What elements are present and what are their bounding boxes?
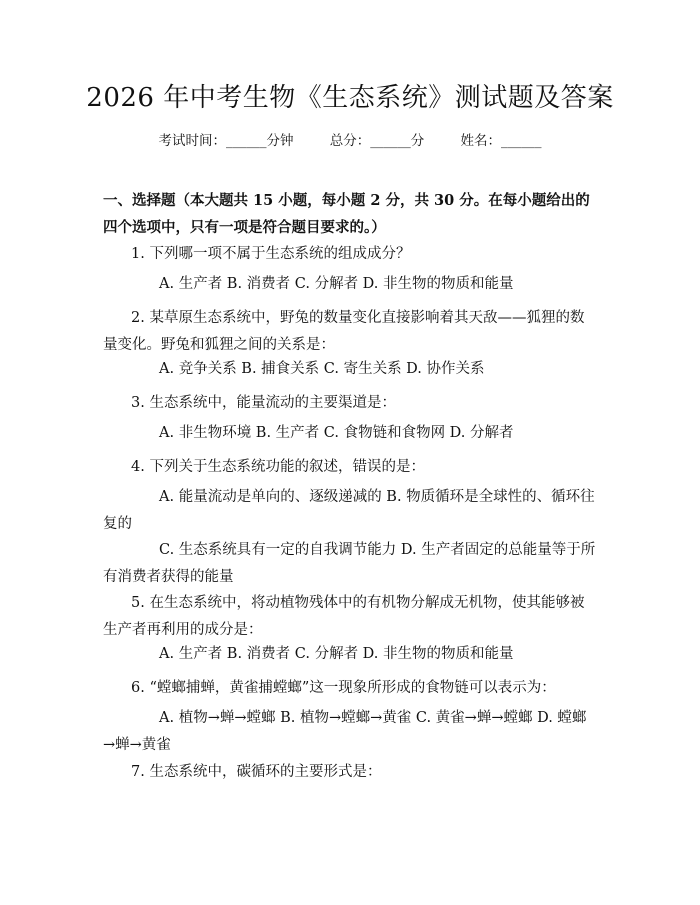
question-5-stem: 5. 在生态系统中，将动植物残体中的有机物分解成无机物，使其能够被生产者再利用的成分是：	[103, 595, 585, 638]
question-6-stem: 6. “螳螂捕蝉，黄雀捕螳螂”这一现象所形成的食物链可以表示为：	[131, 680, 556, 696]
question-7-stem: 7. 生态系统中，碳循环的主要形式是：	[131, 764, 382, 780]
question-1-stem: 1. 下列哪一项不属于生态系统的组成成分？	[131, 246, 411, 262]
question-2-options: A. 竞争关系 B. 捕食关系 C. 寄生关系 D. 协作关系	[159, 361, 485, 377]
exam-time-field: 考试时间：______分钟	[158, 133, 294, 149]
student-name-field: 姓名：______	[460, 133, 542, 149]
question-3-options: A. 非生物环境 B. 生产者 C. 食物链和食物网 D. 分解者	[159, 425, 514, 441]
total-score-field: 总分：______分	[329, 133, 425, 149]
question-1-options: A. 生产者 B. 消费者 C. 分解者 D. 非生物的物质和能量	[159, 276, 514, 292]
question-6-options: A. 植物→蝉→螳螂 B. 植物→螳螂→黄雀 C. 黄雀→蝉→螳螂 D. 螳螂→蝉→黄雀	[103, 710, 587, 753]
question-4-stem: 4. 下列关于生态系统功能的叙述，错误的是：	[131, 459, 425, 475]
question-4-options-c-d: C. 生态系统具有一定的自我调节能力 D. 生产者固定的总能量等于所有消费者获得的能量	[103, 542, 596, 585]
question-5-options: A. 生产者 B. 消费者 C. 分解者 D. 非生物的物质和能量	[159, 646, 514, 662]
document-title: 2026 年中考生物《生态系统》测试题及答案	[86, 83, 614, 113]
exam-info-line	[0, 130, 700, 152]
section-header: 一、选择题（本大题共 15 小题，每小题 2 分，共 30 分。在每小题给出的四个选项中，只有一项是符合题目要求的。）	[103, 192, 590, 236]
question-2-stem: 2. 某草原生态系统中，野兔的数量变化直接影响着其天敌——狐狸的数量变化。野兔和狐狸之间的关系是：	[103, 310, 585, 353]
question-3-stem: 3. 生态系统中，能量流动的主要渠道是：	[131, 395, 396, 411]
question-4-options-a-b: A. 能量流动是单向的、逐级递减的 B. 物质循环是全球性的、循环往复的	[103, 489, 595, 532]
